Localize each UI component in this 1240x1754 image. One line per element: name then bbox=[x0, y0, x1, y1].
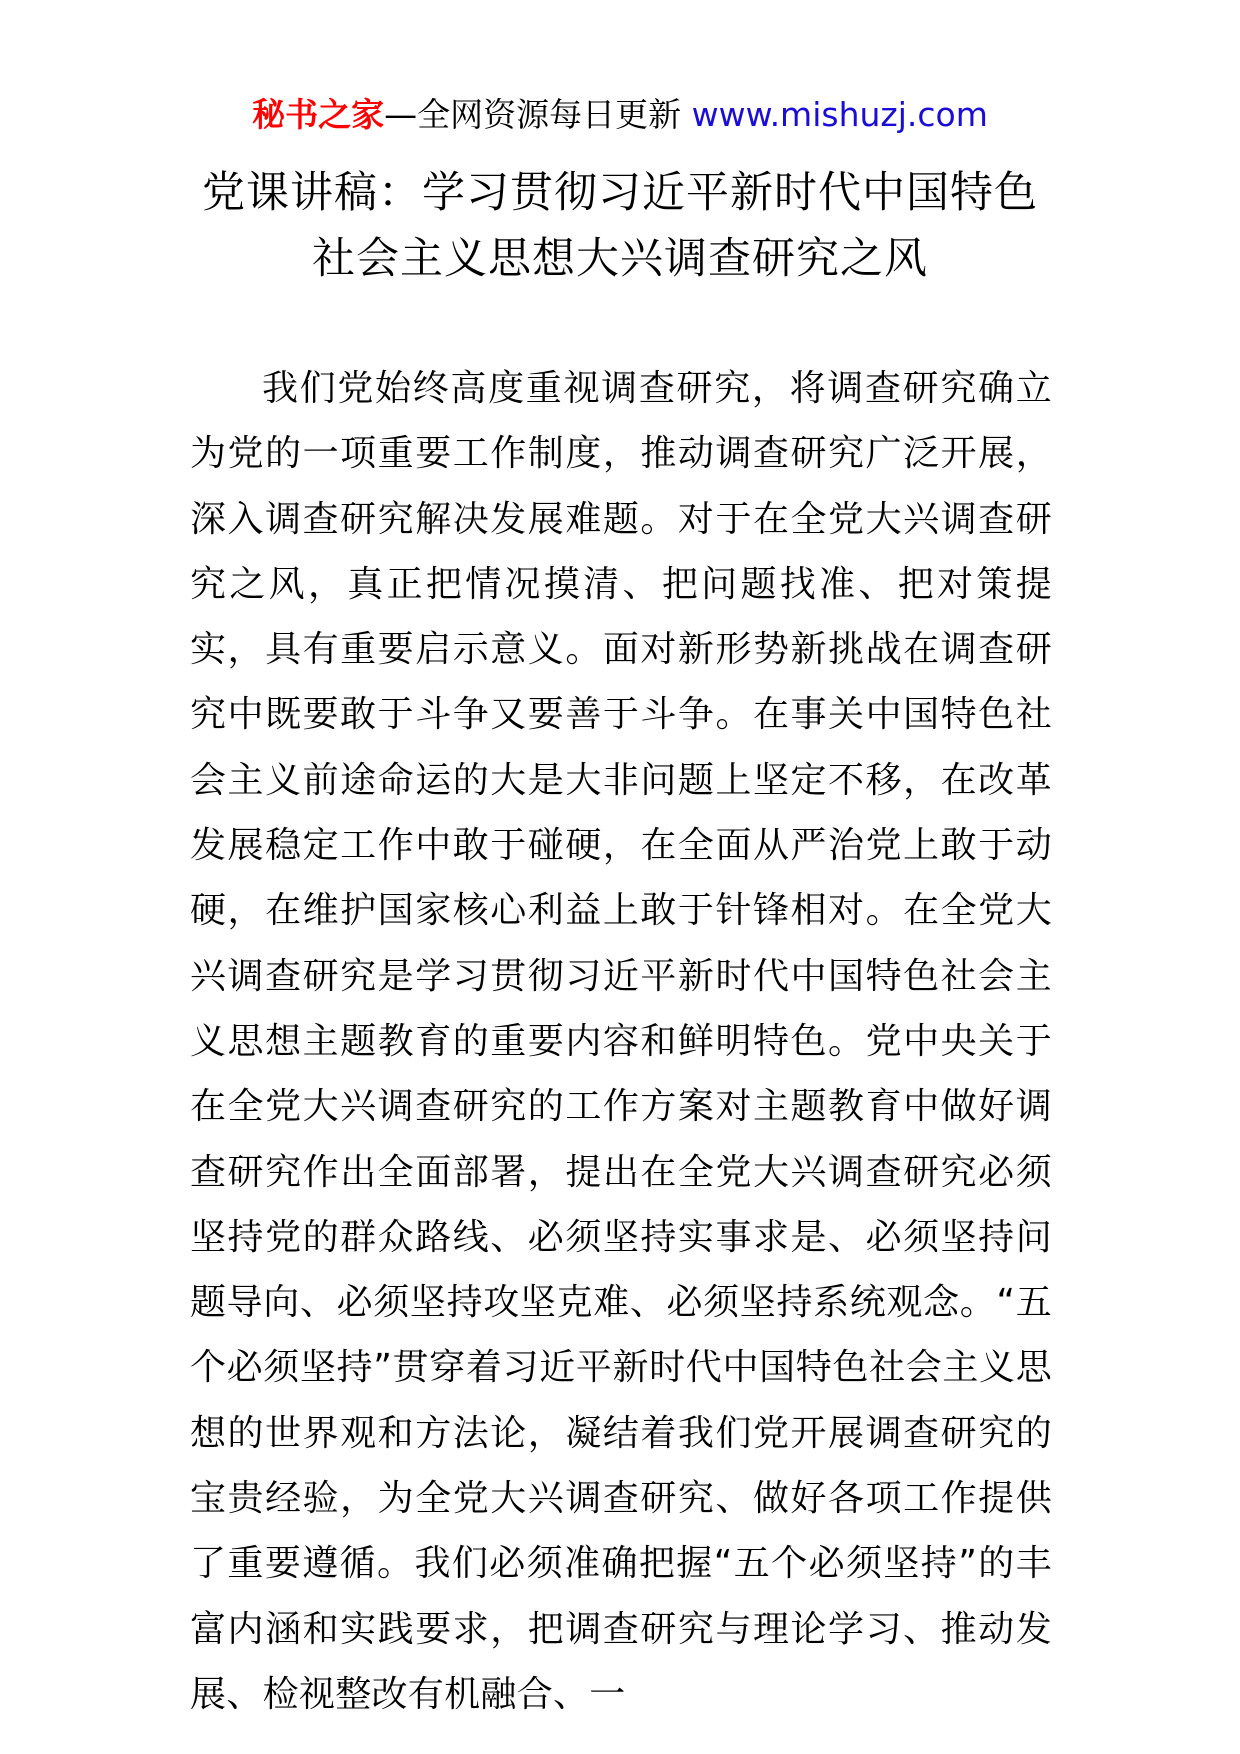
site-tagline: —全网资源每日更新 bbox=[384, 95, 682, 134]
site-header bbox=[0, 92, 1240, 138]
document-title: 党课讲稿：学习贯彻习近平新时代中国特色社会主义思想大兴调查研究之风 bbox=[202, 168, 1038, 284]
site-url-link[interactable]: www.mishuzj.com bbox=[681, 95, 988, 134]
site-brand: 秘书之家 bbox=[252, 95, 385, 134]
body-paragraph: 我们党始终高度重视调查研究，将调查研究确立为党的一项重要工作制度，推动调查研究广泛开展，深入调查研究解决发展难题。对于在全党大兴调查研究之风，真正把情况摸清、把问题找准、把对策提实，具有重要启示意义。面对新形势新挑战在调查研究中既要敢于斗争又要善于斗争。在事关中国特色社会主义前途命运的大是大非问题上坚定不移，在改革发展稳定工作中敢于碰硬，在全面从严治党上敢于动硬，在维护国家核心利益上敢于针锋相对。在全党大兴调查研究是学习贯彻习近平新时代中国特色社会主义思想主题教育的重要内容和鲜明特色。党中央关于在全党大兴调查研究的工作方案对主题教育中做好调查研究作出全面部署，提出在全党大兴调查研究必须坚持党的群众路线、必须坚持实事求是、必须坚持问题导向、必须坚持攻坚克难、必须坚持系统观念。“五个必须坚持”贯穿着习近平新时代中国特色社会主义思想的世界观和方法论，凝结着我们党开展调查研究的宝贵经验，为全党大兴调查研究、做好各项工作提供了重要遵循。我们必须准确把握“五个必须坚持”的丰富内涵和实践要求，把调查研究与理论学习、推动发展、检视整改有机融合、一 bbox=[190, 368, 1052, 1715]
